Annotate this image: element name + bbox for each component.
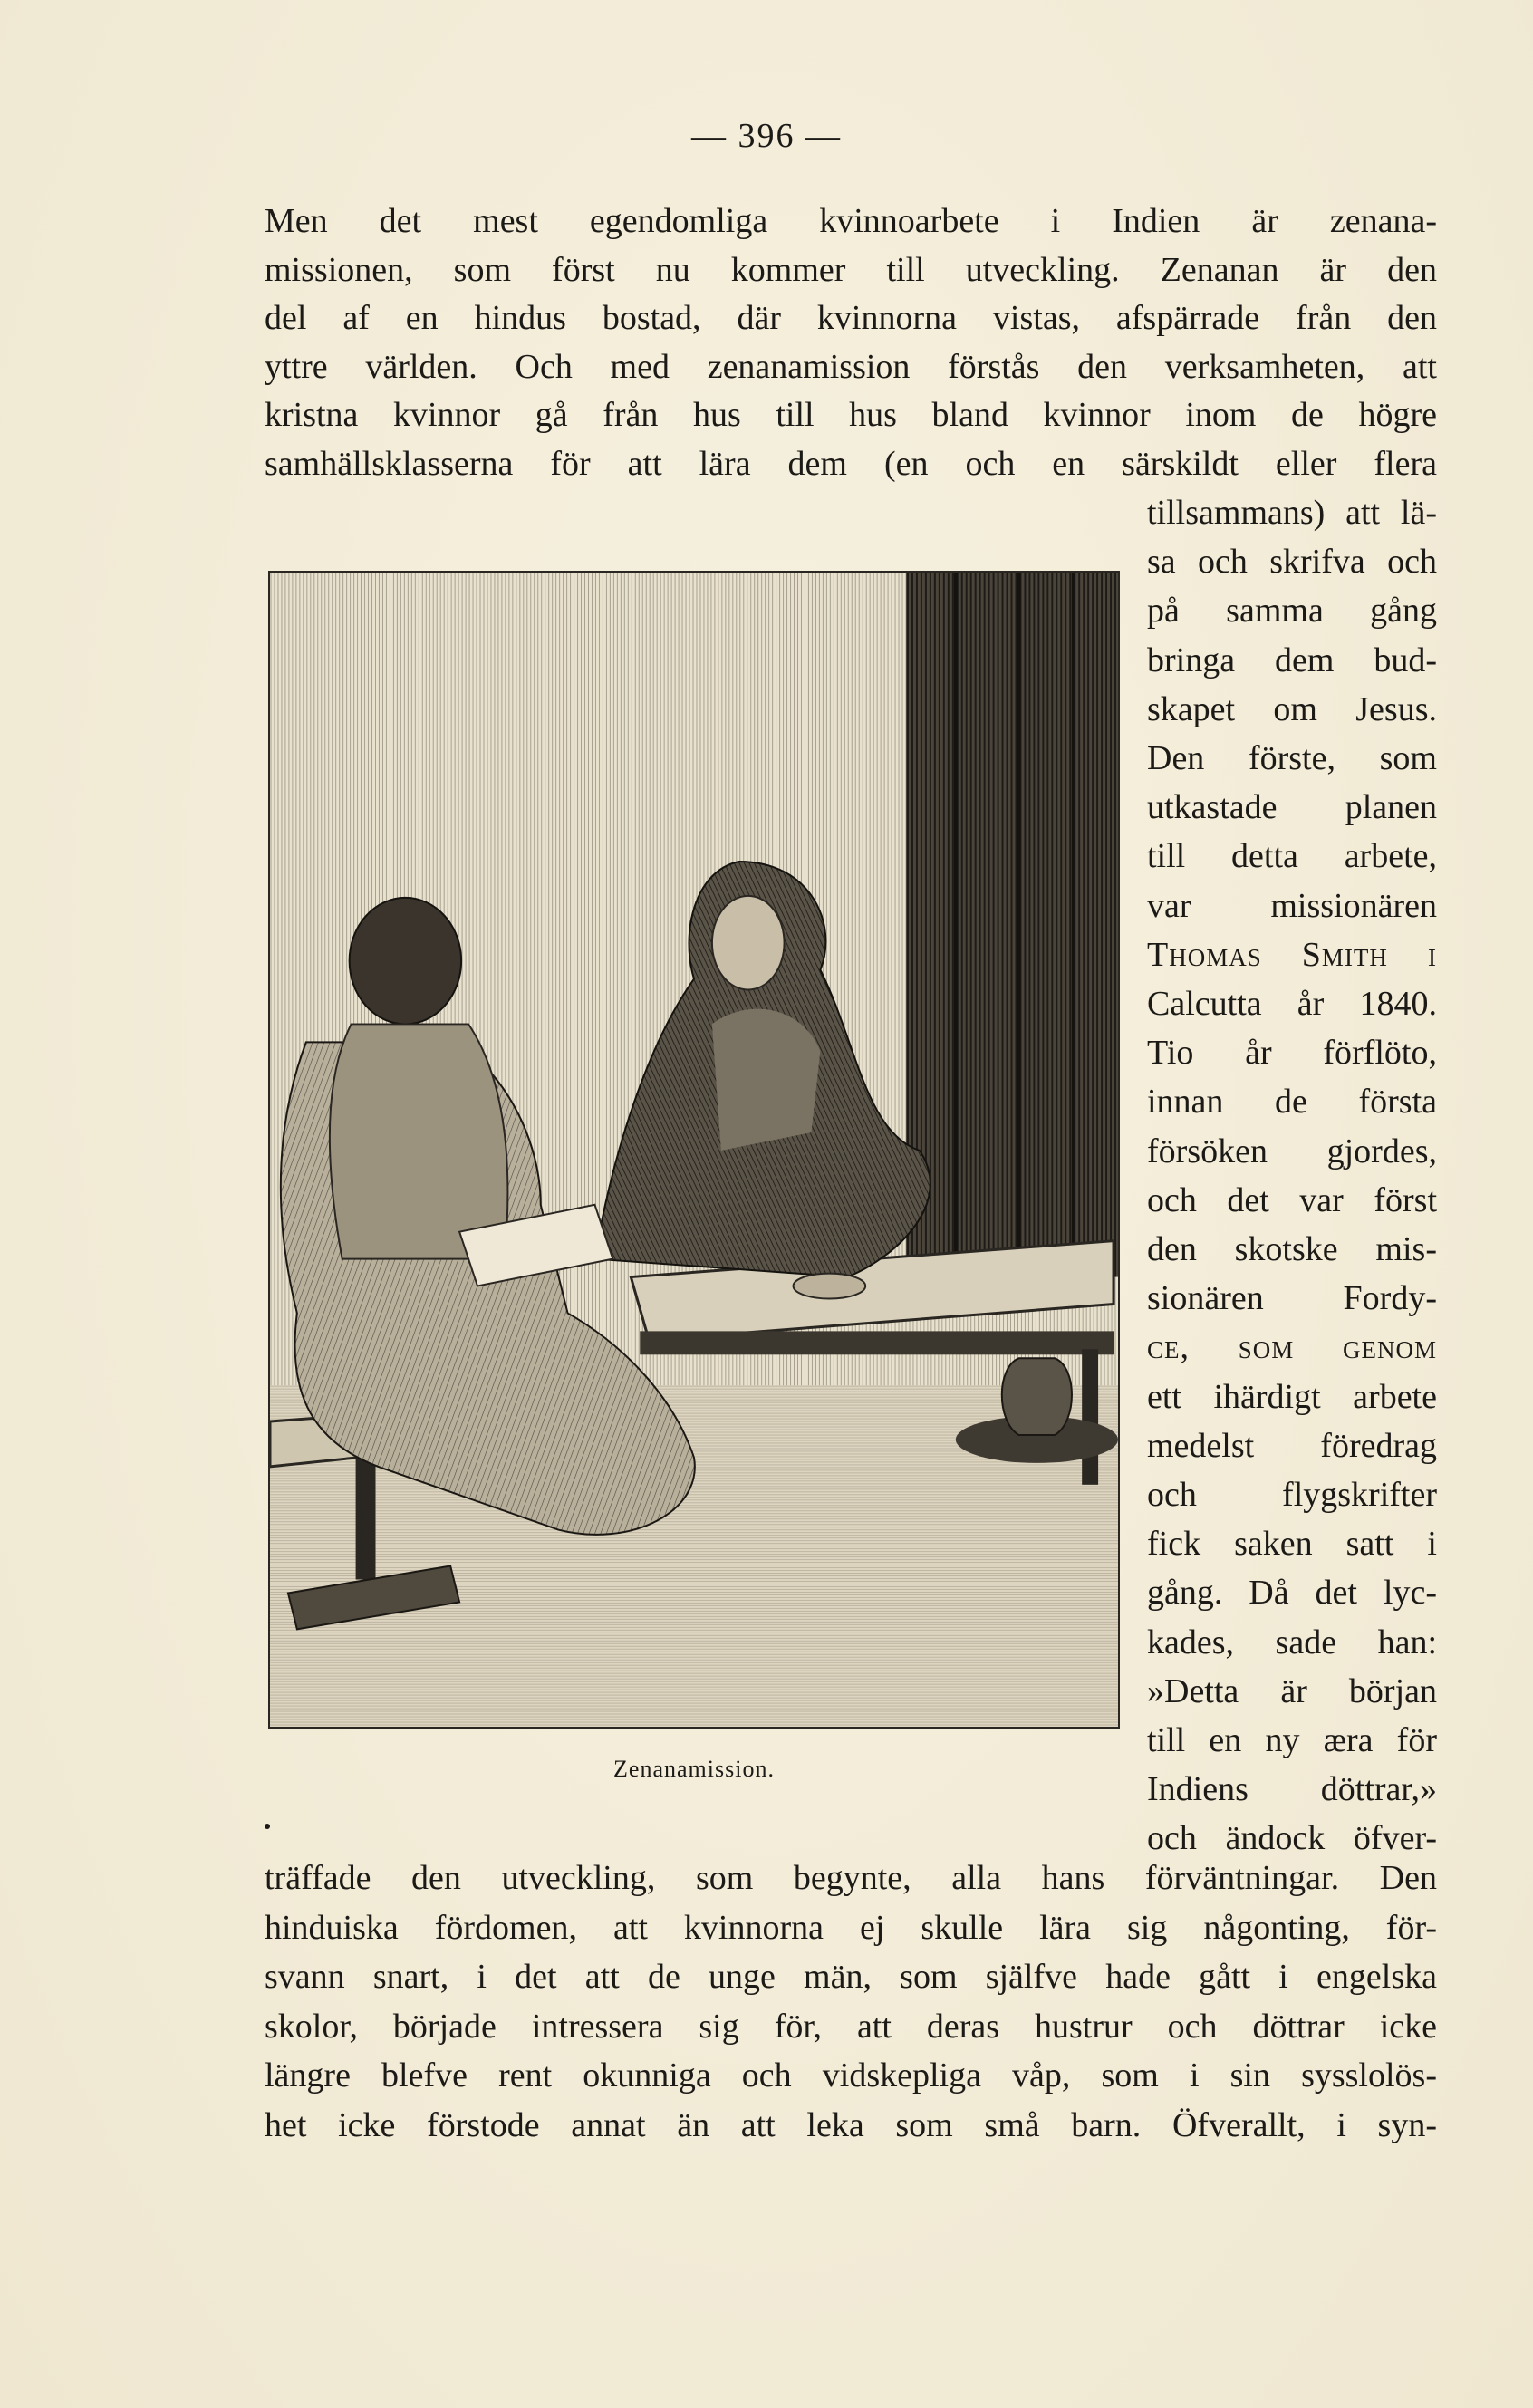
text-line: gång. Då det lyc-	[1147, 1574, 1437, 1613]
text-line: träffade den utveckling, som begynte, alla hans förväntningar. Den	[265, 1859, 1437, 1897]
text-line: och det var först	[1147, 1180, 1437, 1219]
text-line: Den förste, som	[1147, 739, 1437, 778]
text-line: sa och skrifva och	[1147, 543, 1437, 582]
text-line: kades, sade han:	[1147, 1623, 1437, 1662]
text-line: var missionären	[1147, 886, 1437, 925]
text-line: Thomas Smith i	[1147, 935, 1437, 974]
text-line: tillsammans) att lä-	[1147, 494, 1437, 532]
text-line: och flygskrifter	[1147, 1476, 1437, 1515]
text-line: Men det mest egendomliga kvinnoarbete i Indien är zenana-	[265, 202, 1437, 240]
text-line: Indiens döttrar,»	[1147, 1770, 1437, 1809]
text-line: sionären Fordy-	[1147, 1279, 1437, 1318]
text-line: svann snart, i det att de unge män, som själfve hade gått i engelska	[265, 1958, 1437, 1996]
text-line: het icke förstode annat än att leka som små barn. Öfverallt, i syn-	[265, 2105, 1437, 2144]
text-line: till en ny æra för	[1147, 1721, 1437, 1760]
text-line: utkastade planen	[1147, 788, 1437, 827]
text-line: ett ihärdigt arbete	[1147, 1377, 1437, 1416]
text-line: medelst föredrag	[1147, 1426, 1437, 1465]
text-line: Tio år förflöto,	[1147, 1034, 1437, 1073]
paragraph-top	[265, 197, 1437, 488]
paragraph-column	[1147, 488, 1437, 1864]
text-line: samhällsklasserna för att lära dem (en och en särskildt eller flera	[265, 444, 1437, 483]
text-line: bringa dem bud-	[1147, 641, 1437, 679]
text-line: innan de första	[1147, 1083, 1437, 1122]
text-line: längre blefve rent okunniga och vidskepliga våp, som i sin sysslolös-	[265, 2056, 1437, 2095]
engraving-svg	[270, 573, 1118, 1727]
engraving-illustration	[268, 571, 1120, 1729]
figure-caption: Zenanamission.	[613, 1756, 775, 1782]
text-line: kristna kvinnor gå från hus till hus bland kvinnor inom de högre	[265, 396, 1437, 434]
text-line: den skotske mis-	[1147, 1230, 1437, 1269]
text-line: på samma gång	[1147, 592, 1437, 631]
text-line: »Detta är början	[1147, 1671, 1437, 1710]
page-number: — 396 —	[691, 117, 842, 155]
text-line: fick saken satt i	[1147, 1525, 1437, 1564]
text-line: del af en hindus bostad, där kvinnorna vistas, afspärrade från den	[265, 299, 1437, 337]
text-line: och ändock öfver-	[1147, 1819, 1437, 1858]
text-line: ce, som genom	[1147, 1328, 1437, 1367]
text-line: yttre världen. Och med zenanamission förstås den verksamheten, att	[265, 347, 1437, 386]
text-line: till detta arbete,	[1147, 837, 1437, 876]
text-line: försöken gjordes,	[1147, 1132, 1437, 1170]
paragraph-bottom	[265, 1854, 1437, 2150]
text-line: skolor, började intressera sig för, att deras hustrur och döttrar icke	[265, 2007, 1437, 2046]
print-dot	[265, 1824, 270, 1829]
text-line: hinduiska fördomen, att kvinnorna ej skulle lära sig någonting, för-	[265, 1908, 1437, 1947]
text-line: skapet om Jesus.	[1147, 689, 1437, 728]
text-line: Calcutta år 1840.	[1147, 985, 1437, 1024]
text-line: missionen, som först nu kommer till utveckling. Zenanan är den	[265, 250, 1437, 289]
